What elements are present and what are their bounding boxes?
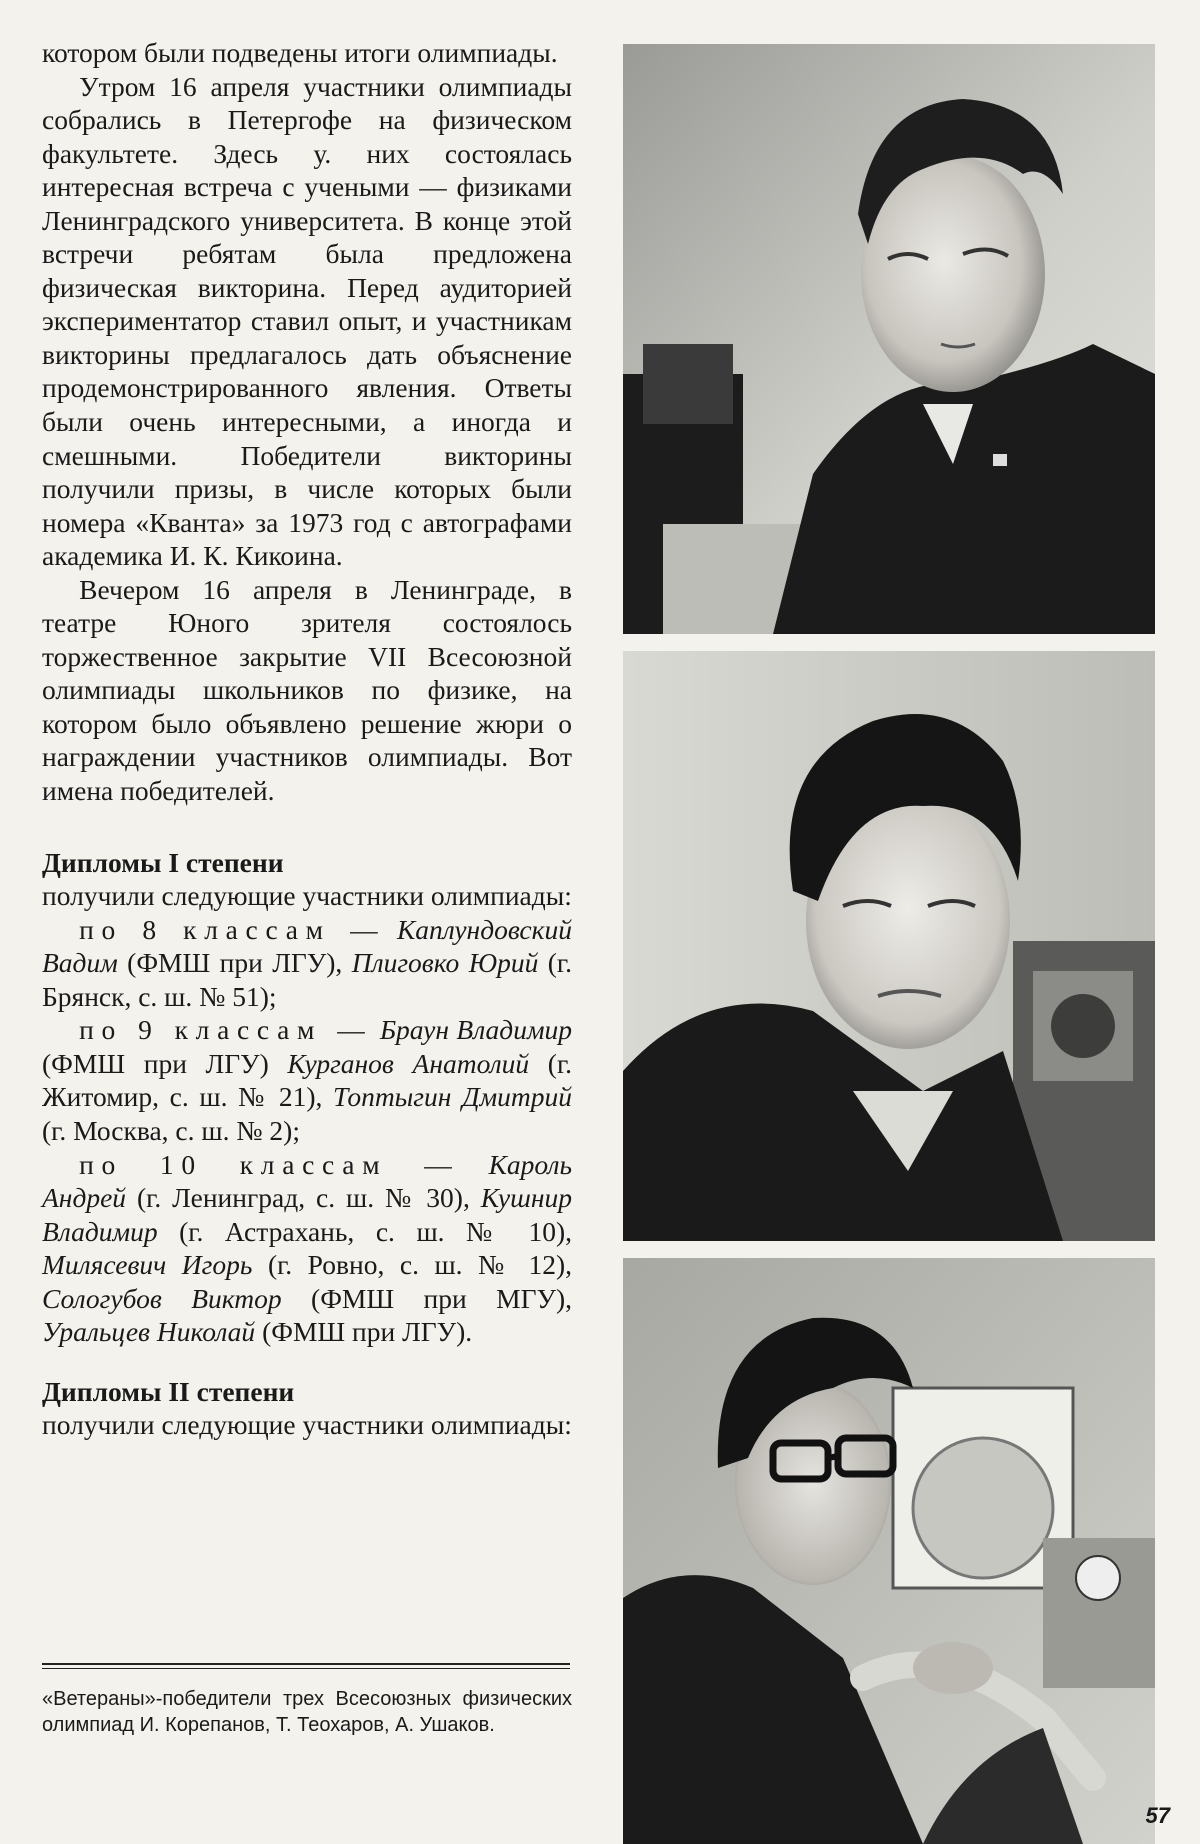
page-number: 57 xyxy=(1145,1803,1170,1828)
caption-divider xyxy=(42,1663,570,1669)
photo-winner-3-image xyxy=(623,1258,1155,1844)
grade-9-winners xyxy=(42,1013,572,1147)
winner-name: Сологубов Виктор xyxy=(42,1282,282,1314)
diplomas-second-lead: получили следующие участники олимпиады: xyxy=(42,1409,572,1441)
winner-school: (г. Астрахань, с. ш. № 10), xyxy=(157,1215,572,1247)
photo-winner-2-image xyxy=(623,651,1155,1241)
photo-caption: «Ветераны»-победители трех Всесоюзных физических олимпиад И. Корепанов, Т. Теохаров, А. Ушаков. xyxy=(42,1688,572,1736)
grade-10-label: по 10 классам — xyxy=(79,1148,460,1180)
grade-9-label: по 9 классам — xyxy=(79,1014,373,1046)
grade-8-label: по 8 классам — xyxy=(79,913,386,945)
winner-school: (ФМШ при ЛГУ) xyxy=(42,1047,288,1079)
winner-school: (ФМШ при ЛГУ), xyxy=(117,947,352,979)
winner-name: Кароль Андрей xyxy=(42,1148,572,1214)
photo-winner-1 xyxy=(623,44,1155,634)
winner-school: (г. Брянск, с. ш. № 51); xyxy=(42,947,572,1012)
winner-name: Курганов Анатолий xyxy=(287,1047,530,1079)
winner-school: (ФМШ при ЛГУ). xyxy=(255,1316,473,1348)
winner-school: (ФМШ при МГУ), xyxy=(281,1282,573,1314)
winner-name: Плиговко Юрий xyxy=(351,947,539,979)
winner-name: Милясевич Игорь xyxy=(42,1249,253,1281)
diplomas-first-lead: получили следующие участники олимпиады: xyxy=(42,880,572,912)
winner-school: (г. Ровно, с. ш. № 12), xyxy=(252,1249,572,1281)
paragraph-petergof: Утром 16 апреля участники олимпиады собрались в Петергофе на физическом факультете. Здесь у. них состоялась интересная встреча с учеными — физиками Ленинградского университета. В конце этой встречи ребятам была предложена физическая викторина. Перед аудиторией экспериментатор ставил опыт, и участникам викторины предлагалось дать объяснение продемонстрированного явления. Ответы были очень интересными, а иногда и смешными. Победители викторины получили призы, в числе которых были номера «Кванта» за 1973 год с автографами академика И. К. Кикоина. xyxy=(42,70,572,572)
photo-winner-2 xyxy=(623,651,1155,1241)
grade-8-winners xyxy=(42,913,572,1014)
winner-name: Кушнир Владимир xyxy=(42,1182,572,1247)
winner-name: Браун Владимир xyxy=(379,1014,573,1046)
photo-winner-3 xyxy=(623,1258,1155,1844)
paragraph-continuation: котором были подведены итоги олимпиады. xyxy=(42,37,558,68)
article-text xyxy=(42,36,572,1442)
diplomas-second-heading: Дипломы II степени xyxy=(42,1375,295,1407)
winner-name: Каплундовский Вадим xyxy=(42,913,572,979)
winner-school: (г. Житомир, с. ш. № 21), xyxy=(42,1047,572,1113)
winner-name: Топтыгин Дмитрий xyxy=(333,1081,572,1113)
grade-10-winners xyxy=(42,1148,572,1349)
diplomas-first-heading: Дипломы I степени xyxy=(42,846,284,878)
paragraph-closing-ceremony: Вечером 16 апреля в Ленинграде, в театре Юного зрителя состоялось торжественное закрытие VII Всесоюзной олимпиады школьников по физике, на котором было объявлено решение жюри о награждении участников олимпиады. Вот имена победителей. xyxy=(42,573,572,807)
winner-name: Уральцев Николай xyxy=(42,1316,256,1348)
photo-winner-1-image xyxy=(623,44,1155,634)
winner-school: (г. Ленинград, с. ш. № 30), xyxy=(126,1182,481,1214)
winner-school: (г. Москва, с. ш. № 2); xyxy=(42,1114,300,1146)
